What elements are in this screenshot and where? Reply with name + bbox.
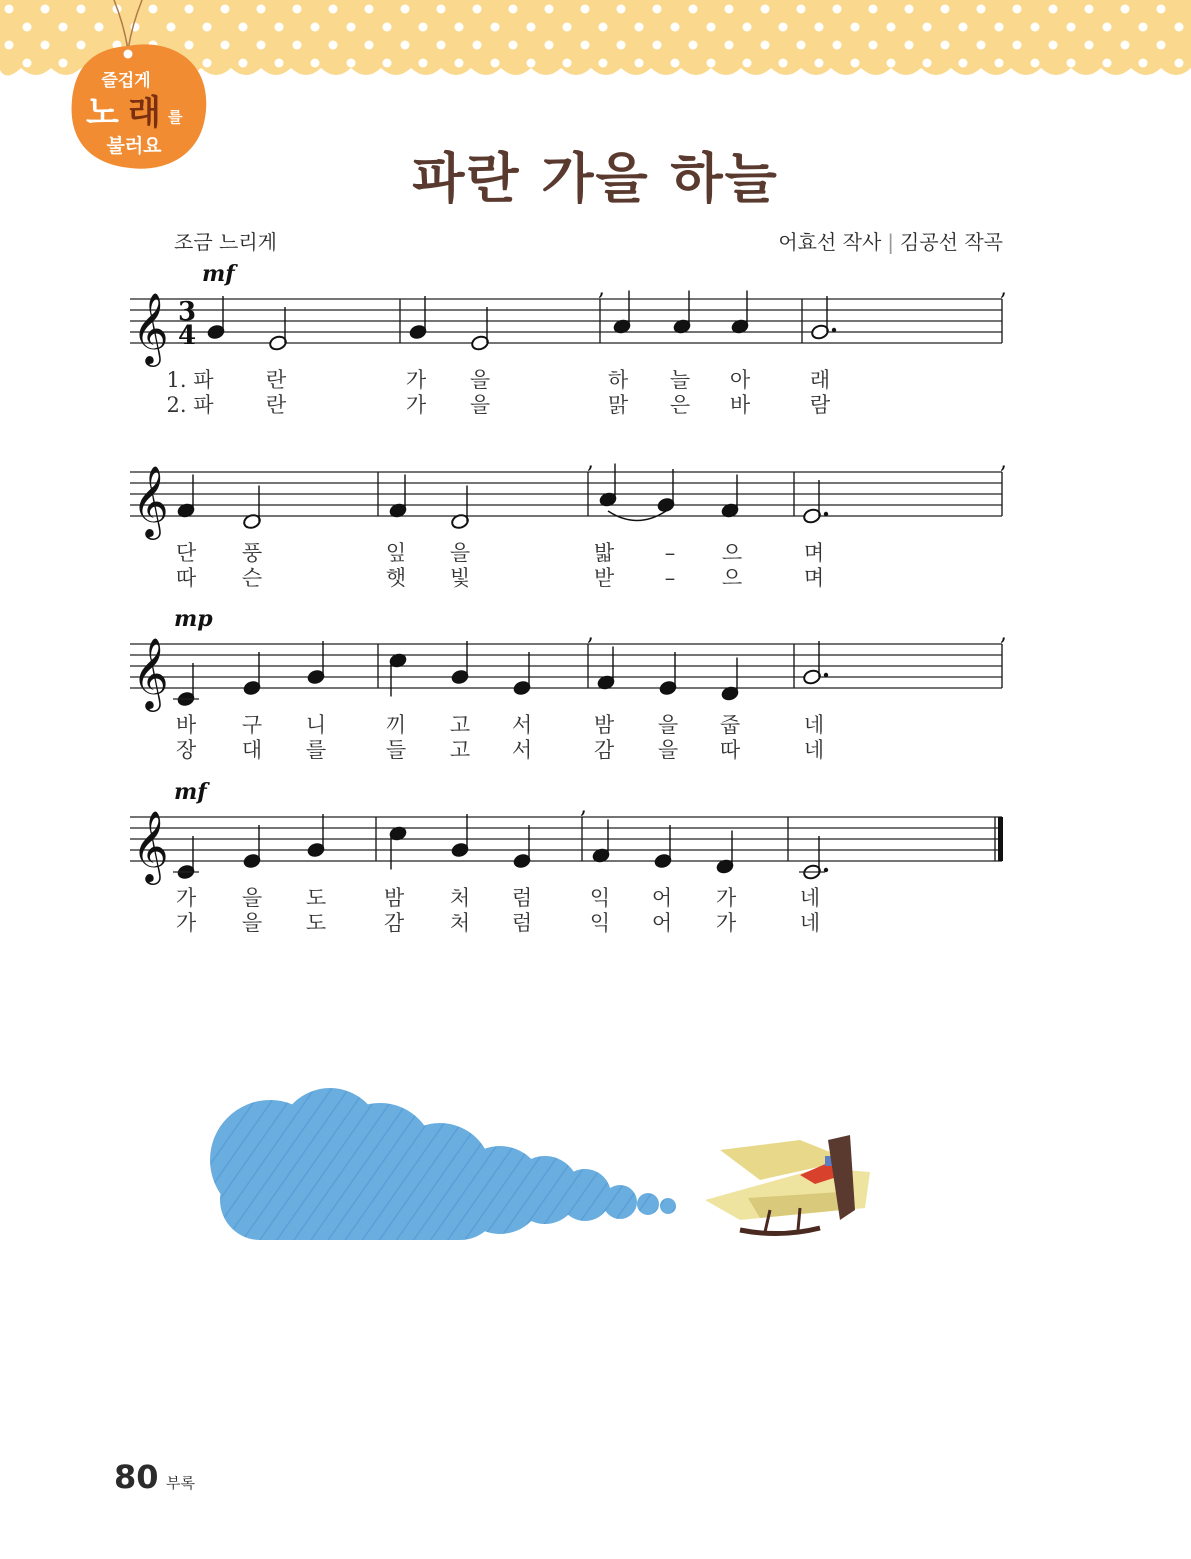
lyric-syllable: 도 (305, 886, 327, 910)
note-dot (832, 328, 836, 332)
breath-mark: , (1000, 449, 1007, 474)
lyric-syllable: 은 (669, 393, 691, 417)
lyric-syllable: 2. 파 (166, 393, 214, 417)
lyric-syllable: – (664, 541, 676, 565)
lyric-syllable: 구 (241, 713, 263, 737)
lyric-syllable: 를 (305, 738, 327, 762)
lyric-syllable: 럼 (511, 886, 533, 910)
lyric-syllable: 장 (175, 738, 197, 762)
tempo-marking: 조금 느리게 (174, 230, 277, 254)
treble-clef-icon: 𝄞 (132, 291, 169, 364)
lyric-syllable: 줍 (719, 713, 741, 737)
lyric-syllable: 가 (715, 886, 737, 910)
lyric-syllable: 으 (721, 541, 743, 565)
note-dot (824, 512, 828, 516)
dynamic-marking: mf (174, 779, 207, 805)
lyric-syllable: 따 (719, 738, 741, 762)
composer: 김공선 작곡 (900, 230, 1003, 254)
lyric-syllable: 을 (469, 368, 491, 392)
lyric-syllable: 네 (803, 738, 825, 762)
lyric-syllable: 익 (589, 886, 611, 910)
lyric-syllable: 란 (265, 393, 287, 417)
lyric-syllable: 익 (589, 911, 611, 935)
lyric-syllable: 슨 (241, 566, 263, 590)
page-number: 80 (114, 1458, 159, 1496)
lyric-syllable: 을 (241, 886, 263, 910)
final-barline-thick (998, 817, 1003, 861)
note-dot (824, 673, 828, 677)
breath-mark: , (1000, 276, 1007, 301)
lyric-syllable: 하 (607, 368, 629, 392)
lyric-syllable: 감 (593, 738, 615, 762)
lyricist: 어효선 작사 (778, 230, 882, 254)
lyric-syllable: 을 (241, 911, 263, 935)
lyric-syllable: 처 (449, 911, 471, 935)
breath-mark: , (580, 794, 587, 819)
cloud-icon (210, 1088, 676, 1240)
breath-mark: , (1000, 621, 1007, 646)
time-signature-bottom: 4 (178, 321, 197, 351)
lyric-syllable: 며 (803, 566, 825, 590)
breath-mark: , (587, 621, 594, 646)
credit-separator: | (887, 230, 895, 254)
lyric-syllable: 어 (651, 911, 673, 935)
lyric-syllable: 처 (449, 886, 471, 910)
lyric-syllable: 네 (803, 713, 825, 737)
treble-clef-icon: 𝄞 (132, 464, 169, 537)
lyric-syllable: 밤 (593, 713, 615, 737)
badge-line2b: 래 (128, 93, 161, 133)
lyric-syllable: 가 (715, 911, 737, 935)
lyric-syllable: – (664, 566, 676, 590)
dynamic-marking: mp (174, 606, 213, 632)
breath-mark: , (598, 276, 605, 301)
lyric-syllable: 맑 (607, 393, 629, 417)
lyric-syllable: 으 (721, 566, 743, 590)
lyric-syllable: 니 (305, 713, 327, 737)
lyric-syllable: 서 (511, 738, 533, 762)
lyric-syllable: 을 (449, 541, 471, 565)
lyric-syllable: 가 (405, 368, 427, 392)
lyric-syllable: 고 (449, 713, 471, 737)
lyric-syllable: 늘 (669, 368, 691, 392)
lyric-syllable: 람 (809, 393, 831, 417)
lyric-syllable: 받 (593, 566, 615, 590)
lyric-syllable: 을 (657, 713, 679, 737)
cloud-airplane-illustration (200, 1080, 900, 1270)
lyric-syllable: 햇 (385, 566, 407, 590)
lyric-syllable: 을 (657, 738, 679, 762)
lyric-syllable: 래 (809, 368, 831, 392)
lyric-syllable: 란 (265, 368, 287, 392)
treble-clef-icon: 𝄞 (132, 636, 169, 709)
treble-clef-icon: 𝄞 (132, 809, 169, 882)
time-signature-top: 3 (178, 297, 197, 327)
lyric-syllable: 들 (385, 738, 407, 762)
lyric-syllable: 단 (175, 541, 197, 565)
lyric-syllable: 따 (175, 566, 197, 590)
lyric-syllable: 잎 (385, 541, 407, 565)
lyric-syllable: 1. 파 (166, 368, 214, 392)
lyric-syllable: 풍 (241, 541, 263, 565)
lyric-syllable: 바 (175, 713, 197, 737)
airplane-icon (705, 1135, 870, 1234)
lyric-syllable: 어 (651, 886, 673, 910)
lyric-syllable: 서 (511, 713, 533, 737)
lyric-syllable: 네 (799, 911, 821, 935)
lyric-syllable: 럼 (511, 911, 533, 935)
lyric-syllable: 감 (383, 911, 405, 935)
lyric-syllable: 밟 (593, 541, 615, 565)
lyric-syllable: 아 (729, 368, 751, 392)
lyric-syllable: 가 (175, 911, 197, 935)
badge-line3: 불러요 (106, 135, 162, 157)
dynamic-marking: mf (202, 261, 235, 287)
lyric-syllable: 가 (405, 393, 427, 417)
lyric-syllable: 밤 (383, 886, 405, 910)
badge-line2c: 를 (168, 108, 183, 126)
lyric-syllable: 바 (729, 393, 751, 417)
page-section: 부록 (166, 1474, 195, 1492)
lyric-syllable: 끼 (385, 713, 407, 737)
lyric-syllable: 가 (175, 886, 197, 910)
song-title: 파란 가을 하늘 (412, 147, 779, 210)
lyric-syllable: 대 (241, 738, 263, 762)
lyric-syllable: 을 (469, 393, 491, 417)
lyric-syllable: 도 (305, 911, 327, 935)
lyric-syllable: 네 (799, 886, 821, 910)
badge-line1: 즐겁게 (101, 71, 151, 91)
lyric-syllable: 며 (803, 541, 825, 565)
lyric-syllable: 빛 (449, 566, 471, 590)
badge-line2a: 노 (86, 93, 119, 133)
lyric-syllable: 고 (449, 738, 471, 762)
breath-mark: , (587, 449, 594, 474)
